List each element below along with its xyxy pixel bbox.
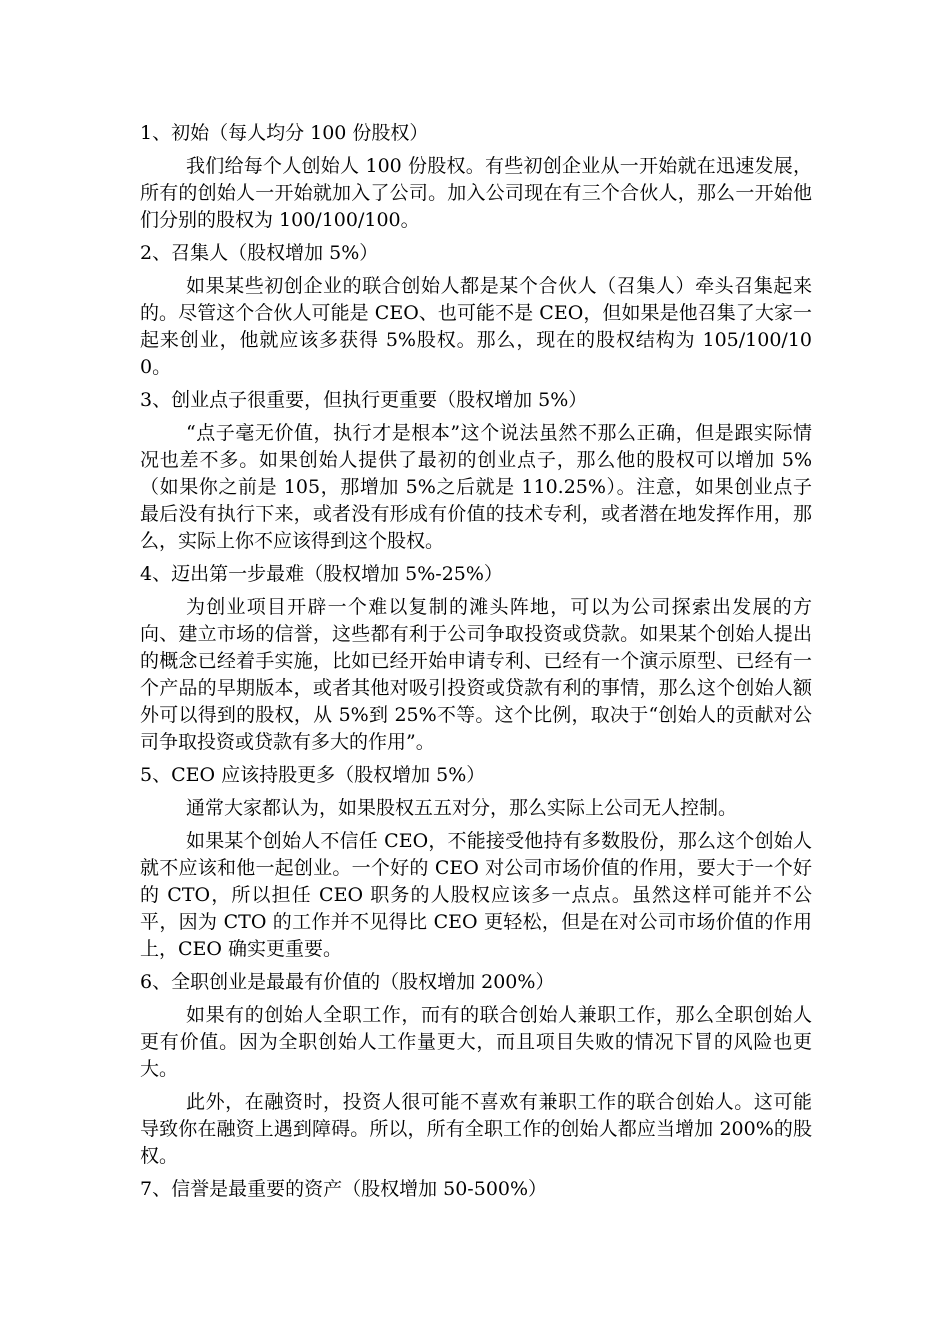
- section-heading: 4、迈出第一步最难（股权增加 5%-25%）: [140, 563, 503, 585]
- body-paragraph: 为创业项目开辟一个难以复制的滩头阵地，可以为公司探索出发展的方向、建立市场的信誉，这些都有利于公司争取投资或贷款。如果某个创始人提出的概念已经着手实施，比如已经开始申请专利、已经有一个演示原型、已经有一个产品的早期版本，或者其他对吸引投资或贷款有利的事情，那么这个创始人额外可以得到的股权，从 5%到 25%不等。这个比例，取决于“创始人的贡献对公司争取投资或贷款有多大的作用”。: [140, 596, 812, 753]
- section-heading: 7、信誉是最重要的资产（股权增加 50-500%）: [140, 1178, 548, 1200]
- section-heading: 3、创业点子很重要，但执行更重要（股权增加 5%）: [140, 389, 588, 411]
- body-paragraph: 如果某个创始人不信任 CEO，不能接受他持有多数股份，那么这个创始人就不应该和他一起创业。一个好的 CEO 对公司市场价值的作用，要大于一个好的 CTO，所以担任 CEO 职务的人股权应该多一点点。虽然这样可能并不公平，因为 CTO 的工作并不见得比 CEO 更轻松，但是在对公司市场价值的作用上，CEO 确实更重要。: [140, 830, 812, 960]
- section-heading: 6、全职创业是最最有价值的（股权增加 200%）: [140, 971, 555, 993]
- body-paragraph: 我们给每个人创始人 100 份股权。有些初创企业从一开始就在迅速发展，所有的创始人一开始就加入了公司。加入公司现在有三个合伙人，那么一开始他们分别的股权为 100/100/100。: [140, 155, 812, 231]
- section-heading: 2、召集人（股权增加 5%）: [140, 242, 379, 264]
- body-paragraph: “点子毫无价值，执行才是根本”这个说法虽然不那么正确，但是跟实际情况也差不多。如果创始人提供了最初的创业点子，那么他的股权可以增加 5%（如果你之前是 105，那增加 5%之后就是 110.25%）。注意，如果创业点子最后没有执行下来，或者没有形成有价值的技术专利，或者潜在地发挥作用，那么，实际上你不应该得到这个股权。: [140, 422, 812, 552]
- body-paragraph: 此外，在融资时，投资人很可能不喜欢有兼职工作的联合创始人。这可能导致你在融资上遇到障碍。所以，所有全职工作的创始人都应当增加 200%的股权。: [140, 1091, 812, 1167]
- body-paragraph: 如果某些初创企业的联合创始人都是某个合伙人（召集人）牵头召集起来的。尽管这个合伙人可能是 CEO、也可能不是 CEO，但如果是他召集了大家一起来创业，他就应该多获得 5%股权。那么，现在的股权结构为 105/100/100。: [140, 275, 812, 378]
- body-paragraph: 如果有的创始人全职工作，而有的联合创始人兼职工作，那么全职创始人更有价值。因为全职创始人工作量更大，而且项目失败的情况下冒的风险也更大。: [140, 1004, 812, 1080]
- section-heading: 1、初始（每人均分 100 份股权）: [140, 122, 429, 144]
- document-page: [140, 120, 812, 1209]
- body-paragraph: 通常大家都认为，如果股权五五对分，那么实际上公司无人控制。: [186, 797, 738, 819]
- section-heading: 5、CEO 应该持股更多（股权增加 5%）: [140, 764, 486, 786]
